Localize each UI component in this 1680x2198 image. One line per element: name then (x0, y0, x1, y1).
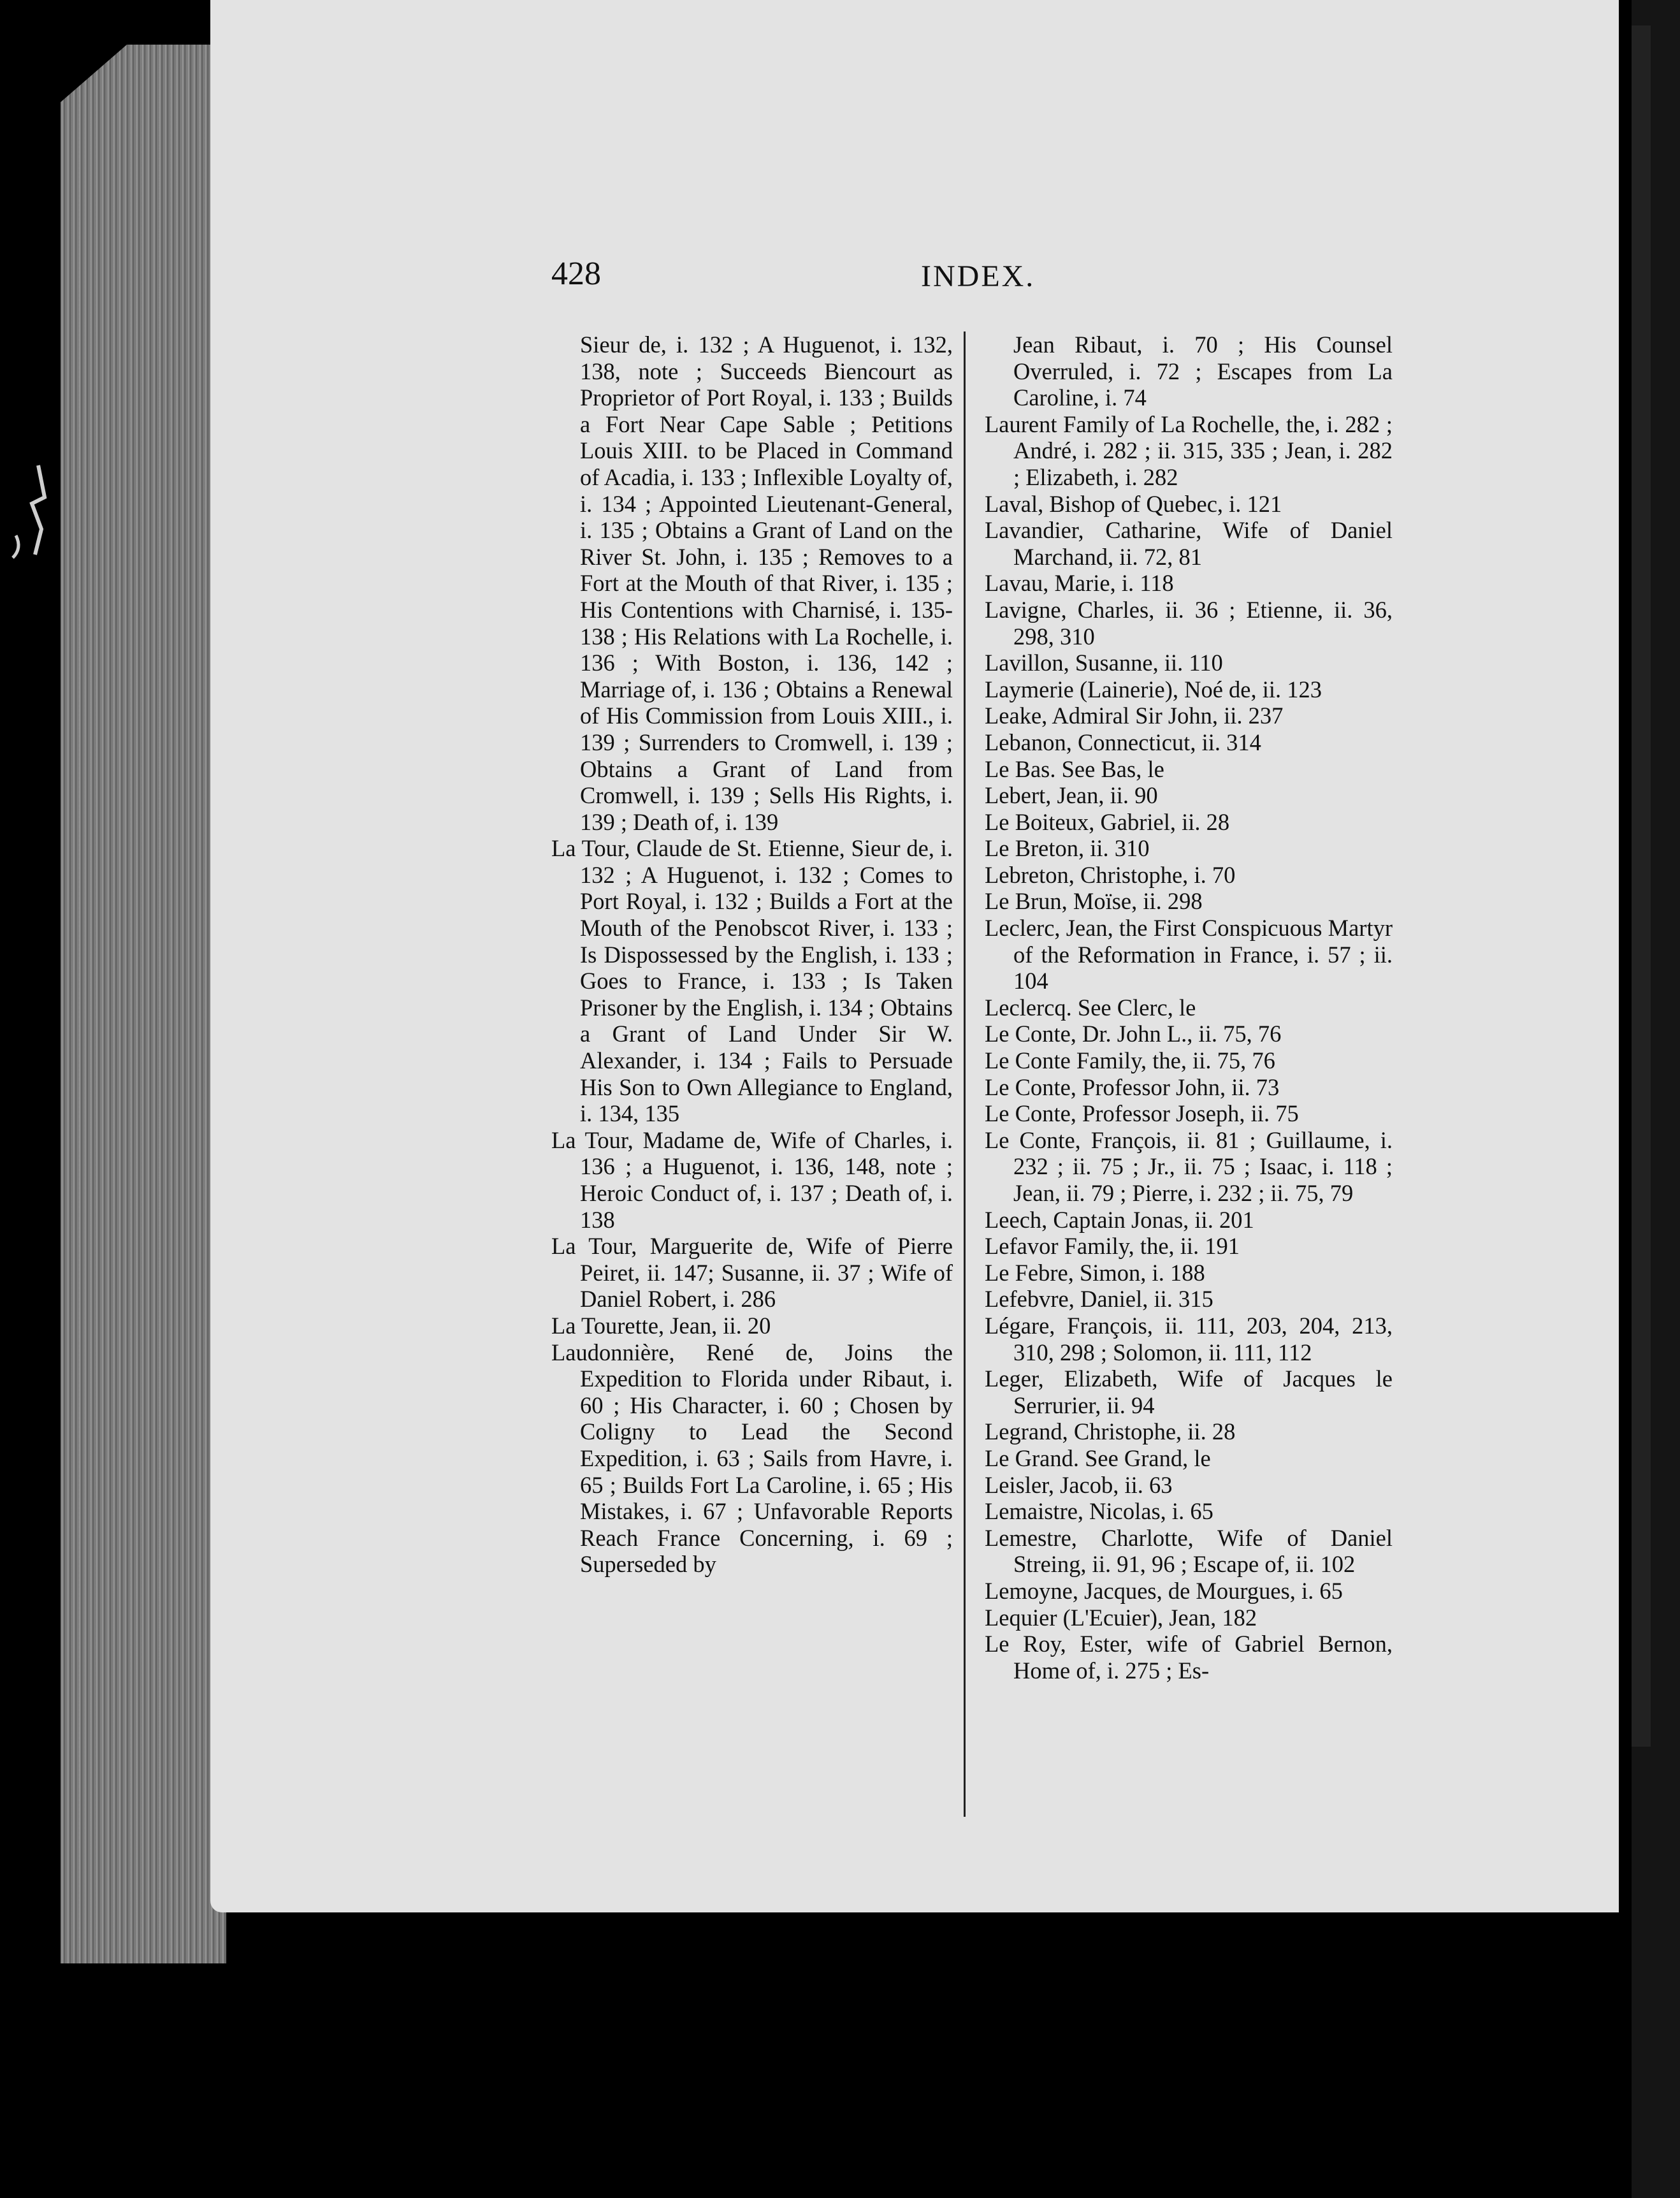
index-entry: Le Conte Family, the, ii. 75, 76 (985, 1047, 1275, 1074)
index-entry: Le Breton, ii. 310 (985, 835, 1150, 862)
index-entry: Sieur de, i. 132 ; A Huguenot, i. 132, 138, note ; Succeeds Biencourt as Proprietor of Port Royal, i. 133 ; Builds a Fort Near Cape Sable ; Petitions Louis XIII. to be Placed in Command of Acadia, i. 133 ; Inflexible Loyalty of, i. 134 ; Appointed Lieutenant-General, i. 135 ; Obtains a Grant of Land on the River St. John, i. 135 ; Removes to a Fort at the Mouth of that River, i. 135 ; His Contentions with Charnisé, i. 135-138 ; His Relations with La Rochelle, i. 136 ; With Boston, i. 136, 142 ; Marriage of, i. 136 ; Obtains a Renewal of His Commission from Louis XIII., i. 139 ; Surrenders to Cromwell, i. 139 ; Obtains a Grant of Land from Cromwell, i. 139 ; Sells His Rights, i. 139 ; Death of, i. 139 (580, 331, 953, 835)
column-divider (964, 331, 966, 1817)
index-entry: Lefebvre, Daniel, ii. 315 (985, 1286, 1213, 1313)
index-entry: Légare, François, ii. 111, 203, 204, 213, 310, 298 ; Solomon, ii. 111, 112 (985, 1312, 1393, 1365)
index-entry: Le Conte, Professor John, ii. 73 (985, 1074, 1280, 1100)
index-entry: Leisler, Jacob, ii. 63 (985, 1471, 1173, 1498)
index-entry: Laymerie (Lainerie), Noé de, ii. 123 (985, 676, 1322, 702)
index-entry: Lemaistre, Nicolas, i. 65 (985, 1498, 1213, 1525)
index-entry: La Tour, Claude de St. Etienne, Sieur de, i. 132 ; A Huguenot, i. 132 ; Comes to Port Royal, i. 132 ; Builds a Fort at the Mouth of the Penobscot River, i. 133 ; Is Dispossessed by the English, i. 133 ; Goes to France, i. 133 ; Is Taken Prisoner by the English, i. 134 ; Obtains a Grant of Land Under Sir W. Alexander, i. 134 ; Fails to Persuade His Son to Own Allegiance to England, i. 134, 135 (551, 835, 953, 1127)
index-entry: Laurent Family of La Rochelle, the, i. 282 ; André, i. 282 ; ii. 315, 335 ; Jean, i. 282 ; Elizabeth, i. 282 (985, 411, 1393, 490)
index-entry: Legrand, Christophe, ii. 28 (985, 1418, 1236, 1445)
index-entry: Lavillon, Susanne, ii. 110 (985, 650, 1223, 676)
index-entry: Lebreton, Christophe, i. 70 (985, 861, 1236, 888)
page-number: 428 (551, 256, 601, 292)
index-entry: Lemoyne, Jacques, de Mourgues, i. 65 (985, 1577, 1343, 1604)
index-entry: Le Bas. See Bas, le (985, 755, 1164, 782)
index-entry: Laudonnière, René de, Joins the Expedition to Florida under Ribaut, i. 60 ; His Character, i. 60 ; Chosen by Coligny to Lead the Second Expedition, i. 63 ; Sails from Havre, i. 65 ; Builds Fort La Caroline, i. 65 ; His Mistakes, i. 67 ; Unfavorable Reports Reach France Concerning, i. 69 ; Superseded by (551, 1339, 953, 1578)
index-entry: Lequier (L'Ecuier), Jean, 182 (985, 1604, 1257, 1631)
index-entry: Le Conte, Dr. John L., ii. 75, 76 (985, 1021, 1282, 1047)
margin-mark (6, 459, 64, 561)
index-entry: Leech, Captain Jonas, ii. 201 (985, 1206, 1254, 1233)
index-entry: Lemestre, Charlotte, Wife of Daniel Streing, ii. 91, 96 ; Escape of, ii. 102 (985, 1524, 1393, 1578)
index-entry: La Tour, Marguerite de, Wife of Pierre Peiret, ii. 147; Susanne, ii. 37 ; Wife of Daniel Robert, i. 286 (551, 1233, 953, 1313)
index-entry: Lefavor Family, the, ii. 191 (985, 1233, 1240, 1260)
index-entry: Leclerc, Jean, the First Conspicuous Martyr of the Reformation in France, i. 57 ; ii. 104 (985, 915, 1393, 994)
page-header (551, 255, 1112, 312)
index-entry: Leger, Elizabeth, Wife of Jacques le Serrurier, ii. 94 (985, 1365, 1393, 1418)
index-column-right (985, 331, 1393, 1684)
index-entry: Le Febre, Simon, i. 188 (985, 1259, 1205, 1286)
index-entry: Leake, Admiral Sir John, ii. 237 (985, 702, 1284, 729)
index-entry: Lavau, Marie, i. 118 (985, 570, 1174, 597)
index-entry: Le Brun, Moïse, ii. 298 (985, 888, 1203, 915)
index-entry: Le Conte, François, ii. 81 ; Guillaume, i. 232 ; ii. 75 ; Jr., ii. 75 ; Isaac, i. 118 ; Jean, ii. 79 ; Pierre, i. 232 ; ii. 75, 79 (985, 1126, 1393, 1206)
index-entry: Le Grand. See Grand, le (985, 1445, 1211, 1471)
index-entry: Lebert, Jean, ii. 90 (985, 782, 1158, 809)
index-entry: Le Boiteux, Gabriel, ii. 28 (985, 808, 1230, 835)
index-entry: Leclercq. See Clerc, le (985, 994, 1196, 1021)
right-page-edge (1632, 0, 1680, 2198)
index-entry: Lavigne, Charles, ii. 36 ; Etienne, ii. 36, 298, 310 (985, 596, 1393, 650)
index-entry: La Tourette, Jean, ii. 20 (551, 1312, 771, 1339)
index-entry: Laval, Bishop of Quebec, i. 121 (985, 490, 1282, 517)
running-head: INDEX. (921, 259, 1036, 293)
index-entry: Le Roy, Ester, wife of Gabriel Bernon, Home of, i. 275 ; Es- (985, 1631, 1393, 1684)
index-entry: Lebanon, Connecticut, ii. 314 (985, 729, 1261, 755)
index-entry: Jean Ribaut, i. 70 ; His Counsel Overruled, i. 72 ; Escapes from La Caroline, i. 74 (1013, 331, 1393, 411)
index-entry: Lavandier, Catharine, Wife of Daniel Marchand, ii. 72, 81 (985, 517, 1393, 570)
index-entry: La Tour, Madame de, Wife of Charles, i. 136 ; a Huguenot, i. 136, 148, note ; Heroic Conduct of, i. 137 ; Death of, i. 138 (551, 1126, 953, 1233)
index-column-left (551, 331, 953, 1578)
book-page-stack (61, 45, 226, 1963)
index-entry: Le Conte, Professor Joseph, ii. 75 (985, 1100, 1299, 1127)
